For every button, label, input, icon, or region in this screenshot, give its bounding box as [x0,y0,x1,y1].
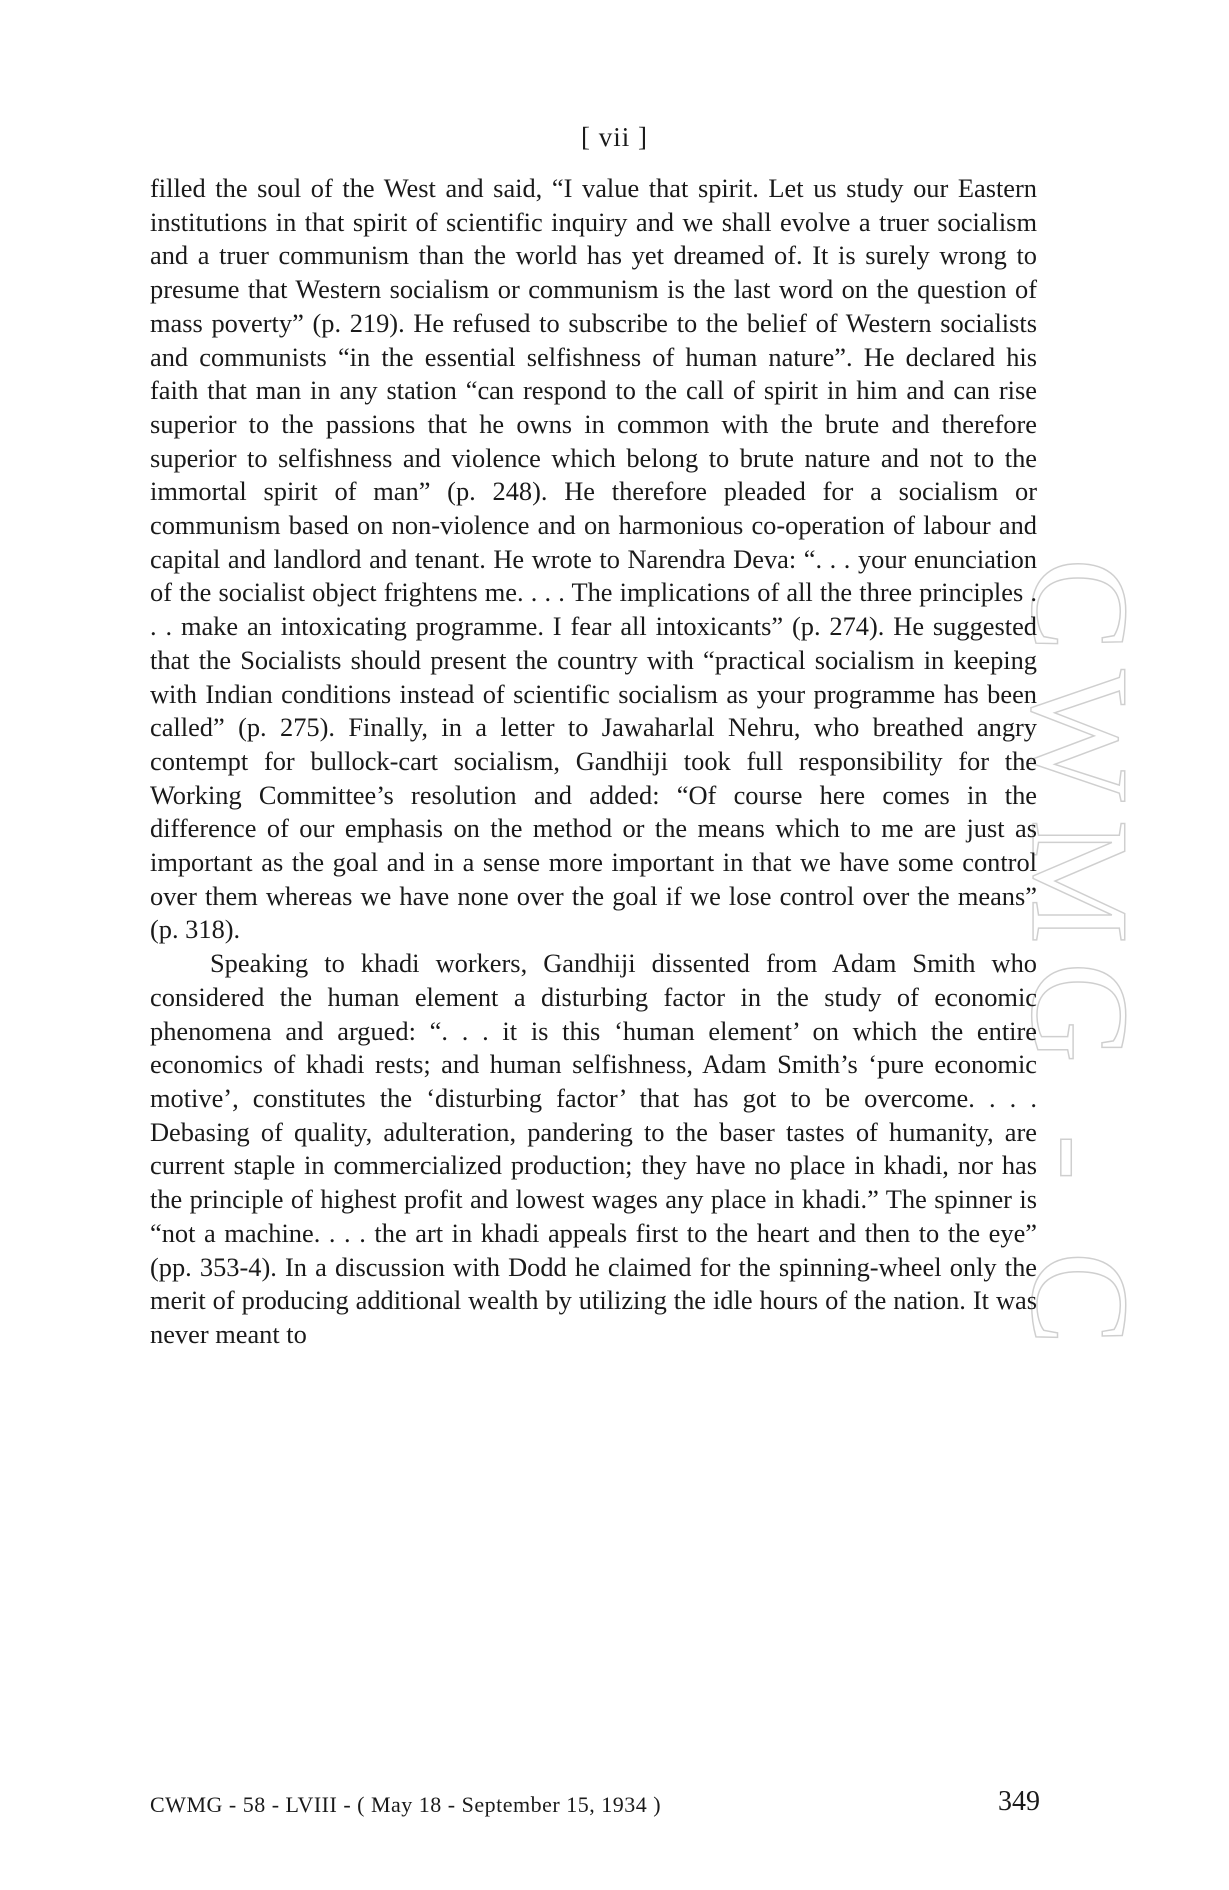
volume-reference: CWMG - 58 - LVIII - ( May 18 - September 15, 1934 ) [150,1792,662,1817]
watermark-text: CWMG - C [1002,557,1158,1363]
page-number-roman: [ vii ] [581,122,648,152]
body-text [150,172,1037,1352]
page-number: 349 [998,1786,1040,1817]
paragraph-2: Speaking to khadi workers, Gandhiji dissented from Adam Smith who considered the human element a disturbing factor in the study of economic phenomena and argued: “. . . it is this ‘human element’ on which the entire economics of khadi rests; and human selfishness, Adam Smith’s ‘pure economic motive’, constitutes the ‘disturbing factor’ that has got to be overcome. . . . Debasing of quality, adulteration, pandering to the baser tastes of humanity, are current staple in commercialized production; they have no place in khadi, nor has the principle of highest profit and lowest wages any place in khadi.” The spinner is “not a machine. . . . the art in khadi appeals first to the heart and then to the eye” (pp. 353-4). In a discussion with Dodd he claimed for the spinning-wheel only the merit of producing additional wealth by utilizing the idle hours of the nation. It was never meant to [150,948,1037,1349]
paragraph-1: filled the soul of the West and said, “I value that spirit. Let us study our Eastern institutions in that spirit of scientific inquiry and we shall evolve a truer socialism and a truer communism than the world has yet dreamed of. It is surely wrong to presume that Western socialism or communism is the last word on the question of mass poverty” (p. 219). He refused to subscribe to the belief of Western socialists and communists “in the essential selfishness of human nature”. He declared his faith that man in any station “can respond to the call of spirit in him and can rise superior to the passions that he owns in common with the brute and therefore superior to selfishness and violence which belong to brute nature and not to the immortal spirit of man” (p. 248). He therefore pleaded for a socialism or communism based on non-violence and on harmonious co-operation of labour and capital and landlord and tenant. He wrote to Narendra Deva: “. . . your enunciation of the socialist object frightens me. . . . The implications of all the three principles . . . make an intoxicating programme. I fear all intoxicants” (p. 274). He suggested that the Socialists should present the country with “practical socialism in keeping with Indian conditions instead of scientific socialism as your programme has been called” (p. 275). Finally, in a letter to Jawaharlal Nehru, who breathed angry contempt for bullock-cart socialism, Gandhiji took full responsibility for the Working Committee’s resolution and added: “Of course here comes in the difference of our emphasis on the method or the means which to me are just as important as the goal and in a sense more important in that we have some control over them whereas we have none over the goal if we lose control over the means” (p. 318). [150,173,1037,945]
watermark [1002,557,1158,1363]
